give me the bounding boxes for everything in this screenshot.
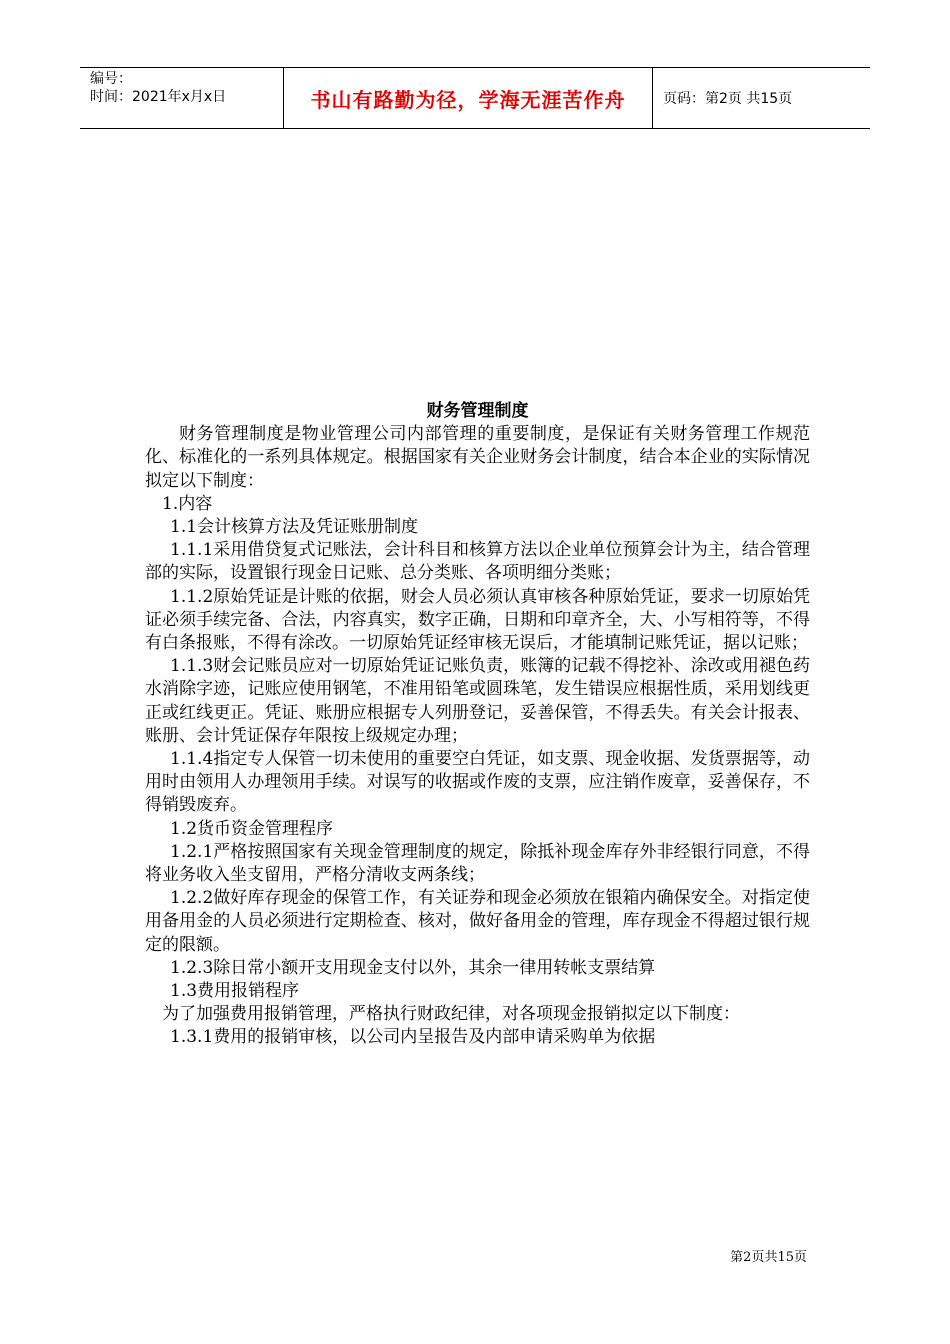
document-title: 财务管理制度 [426,401,529,421]
paragraph: 为了加强费用报销管理，严格执行财政纪律，对各项现金报销拟定以下制度： [162,1004,740,1025]
serial-number-label: 编号： [90,71,132,87]
paragraph: 财务管理制度是物业管理公司内部管理的重要制度，是保证有关财务管理工作规范化、标准化的一系列具体规定。根据国家有关企业财务会计制度，结合本企业的实际情况拟定以下制度： [145,424,810,491]
paragraph: 1.1.1采用借贷复式记账法，会计科目和核算方法以企业单位预算会计为主，结合管理部的实际，设置银行现金日记账、总分类账、各项明细分类账； [145,540,810,584]
header-page-info: 页码：第2页 共15页 [663,91,793,107]
paragraph: 1.3.1费用的报销审核，以公司内呈报告及内部申请采购单为依据 [170,1027,656,1048]
paragraph: 1.内容 [162,493,213,514]
paragraph: 1.2货币资金管理程序 [170,818,334,839]
paragraph-list [145,423,810,1049]
page-header [80,67,870,129]
header-motto: 书山有路勤为径，学海无涯苦作舟 [283,68,653,128]
date-label: 时间：2021年x月x日 [90,89,227,105]
header-meta [80,68,283,128]
paragraph: 1.1.2原始凭证是计账的依据，财会人员必须认真审核各种原始凭证，要求一切原始凭证必须手续完备、合法，内容真实，数字正确，日期和印章齐全，大、小写相符等，不得有白条报账，不得有涂改。一切原始凭证经审核无误后，才能填制记账凭证，据以记账； [145,586,810,654]
paragraph: 1.1会计核算方法及凭证账册制度 [170,517,419,538]
document-body [145,400,810,1050]
paragraph: 1.1.3财会记账员应对一切原始凭证记账负责，账簿的记载不得挖补、涂改或用褪色药水消除字迹，记账应使用钢笔，不准用铅笔或圆珠笔，发生错误应根据性质，采用划线更正或红线更正。凭证、账册应根据专人列册登记，妥善保管，不得丢失。有关会计报表、账册、会计凭证保存年限按上级规定办理； [145,656,810,746]
paragraph: 1.2.2做好库存现金的保管工作，有关证券和现金必须放在银箱内确保安全。对指定使用备用金的人员必须进行定期检查、核对，做好备用金的管理，库存现金不得超过银行规定的限额。 [145,888,810,955]
paragraph: 1.2.3除日常小额开支用现金支付以外，其余一律用转帐支票结算 [170,957,656,978]
paragraph: 1.1.4指定专人保管一切未使用的重要空白凭证，如支票、现金收据、发货票据等，动用时由领用人办理领用手续。对误写的收据或作废的支票，应注销作废章，妥善保存，不得销毁废弃。 [145,749,810,816]
paragraph: 1.3费用报销程序 [170,981,300,1002]
paragraph: 1.2.1严格按照国家有关现金管理制度的规定，除抵补现金库存外非经银行同意，不得将业务收入坐支留用，严格分清收支两条线； [145,841,810,886]
page-footer: 第2页共15页 [730,1250,807,1265]
